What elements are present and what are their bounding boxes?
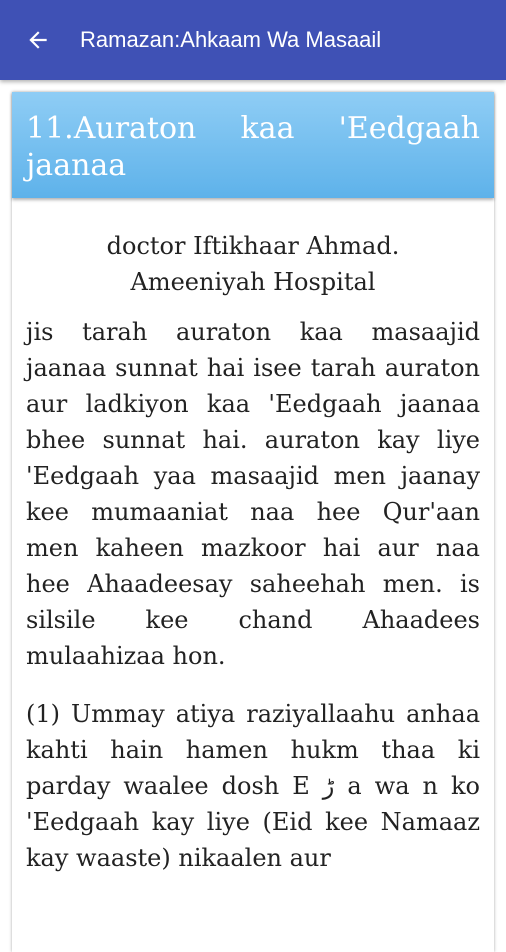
paragraph: jis tarah auraton kaa masaajid jaanaa sunnat hai isee tarah auraton aur ladkiyon kaa 'Eedgaah jaanaa bhee sunnat hai. auraton kay liye 'Eedgaah yaa masaajid men jaanay kee mumaaniat naa hee Qur'aan men kaheen mazkoor hai aur naa hee Ahaadeesay saheehah men. is silsile kee chand Ahaadees mulaahizaa hon.: [26, 318, 480, 670]
author-affiliation: Ameeniyah Hospital: [130, 268, 376, 296]
arrow-back-icon: [25, 27, 51, 53]
paragraph: (1) Ummay atiya raziyallaahu anhaa kahti hain hamen hukm thaa ki parday waalee dosh E ڑ a wa n ko 'Eedgaah kay liye (Eid kee Namaaz kay waaste) nikaalen aur: [26, 700, 480, 872]
article-body: [26, 314, 480, 898]
author-block: [26, 228, 480, 300]
chapter-title: 11.Auraton kaa 'Eedgaah jaanaa: [26, 111, 480, 183]
app-bar: [0, 0, 506, 80]
chapter-card: [12, 92, 494, 952]
chapter-header: [12, 92, 494, 198]
author-name: doctor Iftikhaar Ahmad.: [106, 232, 400, 260]
app-title: Ramazan:Ahkaam Wa Masaail: [80, 27, 382, 52]
back-button[interactable]: [18, 20, 58, 60]
